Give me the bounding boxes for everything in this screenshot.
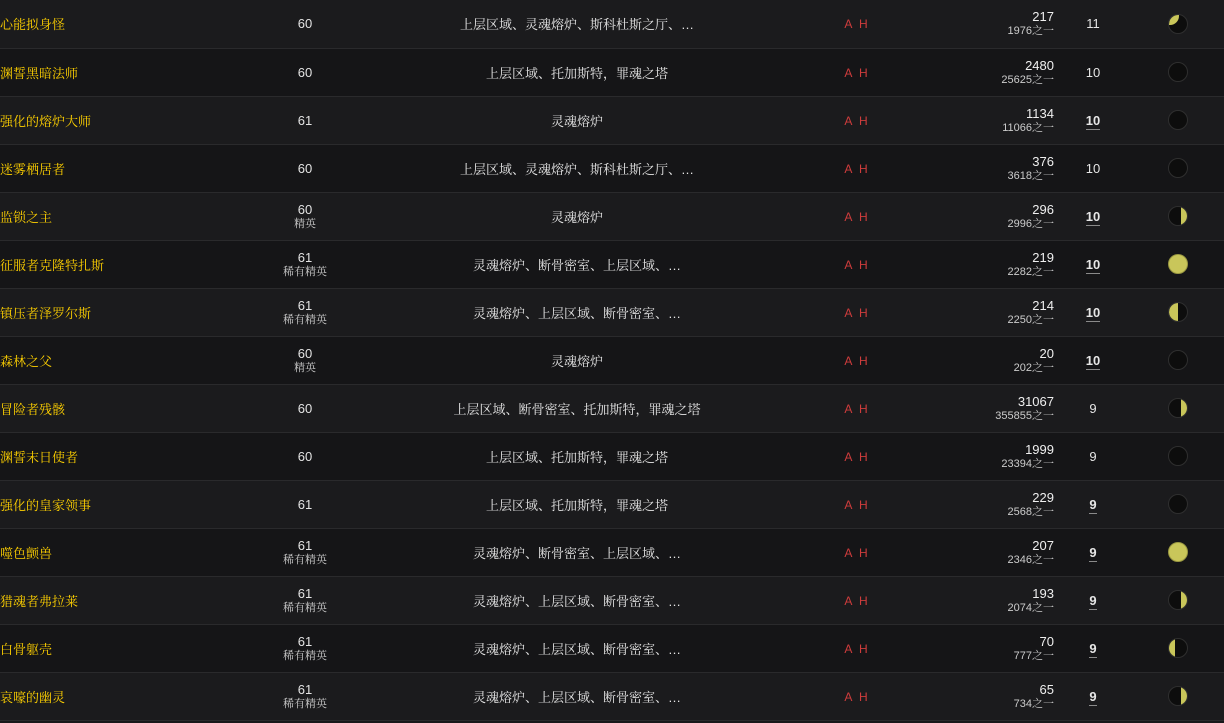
- alliance-flag: A: [844, 449, 854, 464]
- npc-count-cell: [922, 672, 1054, 720]
- horde-flag: H: [859, 545, 870, 560]
- npc-name-link[interactable]: 哀嚎的幽灵: [0, 689, 66, 705]
- npc-level-cell: [248, 480, 362, 528]
- npc-icon-cell: [1132, 144, 1224, 192]
- npc-icon-cell: [1132, 624, 1224, 672]
- alliance-flag: A: [844, 545, 854, 560]
- npc-zones-cell: [362, 192, 792, 240]
- npc-name-link[interactable]: 强化的熔炉大师: [0, 113, 92, 129]
- moon-left-half-icon: [1168, 302, 1188, 322]
- npc-level-value: 61: [297, 681, 313, 697]
- horde-flag: H: [859, 17, 870, 32]
- npc-zones-cell: [362, 48, 792, 96]
- npc-count-ratio: 23394之一: [1001, 457, 1054, 470]
- npc-faction-cell: [792, 96, 922, 144]
- npc-count-ratio: 2568之一: [1007, 505, 1054, 518]
- npc-react-cell: [1054, 432, 1132, 480]
- npc-zones-cell: [362, 240, 792, 288]
- npc-classification: 稀有精英: [283, 265, 327, 278]
- npc-count-value: 70: [1039, 633, 1054, 649]
- npc-zones-value: 灵魂熔炉: [550, 113, 603, 129]
- npc-react-value: 10: [1085, 304, 1101, 320]
- npc-count-cell: [922, 624, 1054, 672]
- npc-name-cell: [0, 576, 248, 624]
- table-row[interactable]: [0, 624, 1224, 672]
- npc-zones-value: 上层区域、灵魂熔炉、斯科杜斯之厅、…: [459, 161, 694, 177]
- npc-name-cell: [0, 144, 248, 192]
- horde-flag: H: [859, 305, 870, 320]
- npc-classification: 精英: [294, 361, 316, 374]
- moon-new-icon: [1168, 110, 1188, 130]
- npc-name-link[interactable]: 森林之父: [0, 353, 53, 369]
- npc-zones-cell: [362, 480, 792, 528]
- npc-react-cell: [1054, 672, 1132, 720]
- npc-count-ratio: 25625之一: [1001, 73, 1054, 86]
- npc-faction-cell: [792, 384, 922, 432]
- alliance-flag: A: [844, 161, 854, 176]
- npc-faction-cell: [792, 240, 922, 288]
- npc-name-cell: [0, 0, 248, 48]
- npc-level-cell: [248, 192, 362, 240]
- npc-count-ratio: 2074之一: [1007, 601, 1054, 614]
- alliance-flag: A: [844, 113, 854, 128]
- alliance-flag: A: [844, 593, 854, 608]
- horde-flag: H: [859, 449, 870, 464]
- npc-name-cell: [0, 384, 248, 432]
- npc-count-cell: [922, 144, 1054, 192]
- alliance-flag: A: [844, 209, 854, 224]
- table-row[interactable]: [0, 288, 1224, 336]
- npc-classification: 稀有精英: [283, 697, 327, 710]
- alliance-flag: A: [844, 689, 854, 704]
- npc-name-cell: [0, 528, 248, 576]
- npc-count-value: 1134: [1026, 105, 1054, 121]
- npc-react-cell: [1054, 624, 1132, 672]
- npc-name-link[interactable]: 噬色颤兽: [0, 545, 53, 561]
- npc-level-value: 61: [297, 633, 313, 649]
- npc-name-link[interactable]: 渊誓黑暗法师: [0, 65, 79, 81]
- npc-level-cell: [248, 576, 362, 624]
- horde-flag: H: [859, 257, 870, 272]
- npc-count-value: 214: [1032, 297, 1054, 313]
- npc-level-cell: [248, 144, 362, 192]
- npc-react-value: 9: [1089, 544, 1097, 560]
- table-row[interactable]: [0, 96, 1224, 144]
- npc-react-cell: [1054, 96, 1132, 144]
- npc-faction-cell: [792, 624, 922, 672]
- npc-react-cell: [1054, 240, 1132, 288]
- npc-level-cell: [248, 528, 362, 576]
- npc-count-cell: [922, 384, 1054, 432]
- table-row[interactable]: [0, 192, 1224, 240]
- table-row[interactable]: [0, 48, 1224, 96]
- npc-faction-cell: [792, 432, 922, 480]
- npc-name-link[interactable]: 迷雾栖居者: [0, 161, 66, 177]
- npc-name-link[interactable]: 渊誓末日使者: [0, 449, 79, 465]
- npc-zones-value: 上层区域、托加斯特，罪魂之塔: [485, 497, 668, 513]
- horde-flag: H: [859, 209, 870, 224]
- npc-level-value: 60: [297, 448, 313, 464]
- icon-lit-region: [1181, 687, 1187, 705]
- npc-react-cell: [1054, 48, 1132, 96]
- npc-count-ratio: 2250之一: [1007, 313, 1054, 326]
- npc-name-link[interactable]: 猎魂者弗拉莱: [0, 593, 79, 609]
- npc-zones-value: 灵魂熔炉: [550, 209, 603, 225]
- npc-level-cell: [248, 432, 362, 480]
- npc-level-value: 61: [297, 496, 313, 512]
- alliance-flag: A: [844, 401, 854, 416]
- npc-count-value: 65: [1039, 681, 1054, 697]
- icon-lit-region: [1181, 399, 1187, 417]
- table-row[interactable]: [0, 480, 1224, 528]
- npc-count-ratio: 2346之一: [1007, 553, 1054, 566]
- moon-new-icon: [1168, 446, 1188, 466]
- npc-react-value: 10: [1085, 64, 1101, 80]
- npc-level-value: 61: [297, 249, 313, 265]
- moon-new-icon: [1168, 494, 1188, 514]
- npc-faction-cell: [792, 0, 922, 48]
- npc-name-link[interactable]: 监锁之主: [0, 209, 53, 225]
- npc-react-value: 9: [1089, 688, 1097, 704]
- npc-name-cell: [0, 48, 248, 96]
- npc-react-value: 9: [1089, 496, 1097, 512]
- npc-level-cell: [248, 288, 362, 336]
- npc-faction-cell: [792, 288, 922, 336]
- icon-lit-region: [1169, 303, 1178, 321]
- npc-react-value: 9: [1089, 400, 1097, 416]
- horde-flag: H: [859, 113, 870, 128]
- npc-name-link[interactable]: 心能拟身怪: [0, 17, 66, 33]
- npc-name-cell: [0, 240, 248, 288]
- npc-zones-cell: [362, 432, 792, 480]
- horde-flag: H: [859, 353, 870, 368]
- npc-count-cell: [922, 192, 1054, 240]
- npc-faction-cell: [792, 192, 922, 240]
- icon-lit-region: [1169, 15, 1179, 25]
- table-row[interactable]: [0, 144, 1224, 192]
- npc-zones-cell: [362, 384, 792, 432]
- alliance-flag: A: [844, 65, 854, 80]
- npc-react-cell: [1054, 336, 1132, 384]
- moon-right-crescent-icon: [1168, 398, 1188, 418]
- npc-name-link[interactable]: 强化的皇家领事: [0, 497, 92, 513]
- npc-level-value: 61: [297, 585, 313, 601]
- npc-zones-value: 灵魂熔炉、上层区域、断骨密室、…: [472, 689, 681, 705]
- npc-zones-cell: [362, 528, 792, 576]
- npc-count-cell: [922, 576, 1054, 624]
- npc-react-cell: [1054, 192, 1132, 240]
- npc-zones-value: 上层区域、托加斯特，罪魂之塔: [485, 449, 668, 465]
- npc-react-cell: [1054, 576, 1132, 624]
- npc-react-value: 10: [1085, 352, 1101, 368]
- npc-react-cell: [1054, 144, 1132, 192]
- npc-faction-cell: [792, 48, 922, 96]
- horde-flag: H: [859, 593, 870, 608]
- npc-zones-cell: [362, 96, 792, 144]
- npc-level-cell: [248, 336, 362, 384]
- npc-count-cell: [922, 0, 1054, 48]
- npc-name-cell: [0, 192, 248, 240]
- moon-full-icon: [1168, 254, 1188, 274]
- npc-zones-value: 上层区域、灵魂熔炉、斯科杜斯之厅、…: [459, 17, 694, 33]
- npc-count-value: 376: [1032, 153, 1054, 169]
- table-row[interactable]: [0, 432, 1224, 480]
- npc-name-cell: [0, 432, 248, 480]
- npc-count-ratio: 11066之一: [1002, 121, 1054, 134]
- npc-count-value: 229: [1032, 489, 1054, 505]
- npc-icon-cell: [1132, 528, 1224, 576]
- npc-level-cell: [248, 96, 362, 144]
- npc-level-cell: [248, 0, 362, 48]
- table-row[interactable]: [0, 672, 1224, 720]
- npc-name-link[interactable]: 白骨躯壳: [0, 641, 53, 657]
- npc-react-cell: [1054, 384, 1132, 432]
- alliance-flag: A: [844, 497, 854, 512]
- npc-react-cell: [1054, 480, 1132, 528]
- moon-right-crescent-icon: [1168, 686, 1188, 706]
- npc-level-cell: [248, 384, 362, 432]
- npc-classification: 稀有精英: [283, 553, 327, 566]
- npc-zones-value: 灵魂熔炉、上层区域、断骨密室、…: [472, 305, 681, 321]
- horde-flag: H: [859, 65, 870, 80]
- alliance-flag: A: [844, 353, 854, 368]
- npc-zones-value: 灵魂熔炉、上层区域、断骨密室、…: [472, 593, 681, 609]
- npc-react-cell: [1054, 288, 1132, 336]
- npc-zones-value: 上层区域、托加斯特，罪魂之塔: [485, 65, 668, 81]
- npc-count-ratio: 1976之一: [1007, 25, 1054, 38]
- npc-zones-cell: [362, 288, 792, 336]
- moon-new-icon: [1168, 62, 1188, 82]
- npc-faction-cell: [792, 576, 922, 624]
- npc-icon-cell: [1132, 480, 1224, 528]
- horde-flag: H: [859, 401, 870, 416]
- npc-faction-cell: [792, 672, 922, 720]
- npc-count-value: 193: [1032, 585, 1054, 601]
- npc-faction-cell: [792, 480, 922, 528]
- alliance-flag: A: [844, 257, 854, 272]
- npc-icon-cell: [1132, 672, 1224, 720]
- npc-count-cell: [922, 480, 1054, 528]
- table-row[interactable]: [0, 384, 1224, 432]
- npc-name-cell: [0, 624, 248, 672]
- npc-react-value: 10: [1085, 208, 1101, 224]
- npc-zones-cell: [362, 336, 792, 384]
- npc-count-value: 1999: [1025, 441, 1054, 457]
- icon-lit-region: [1169, 639, 1175, 657]
- npc-classification: 稀有精英: [283, 649, 327, 662]
- npc-zones-cell: [362, 672, 792, 720]
- npc-count-value: 2480: [1025, 57, 1054, 73]
- npc-react-value: 10: [1085, 160, 1101, 176]
- icon-lit-region: [1181, 207, 1187, 225]
- npc-level-value: 60: [297, 345, 313, 361]
- moon-full-icon: [1168, 542, 1188, 562]
- npc-level-value: 61: [297, 297, 313, 313]
- npc-level-value: 61: [297, 112, 313, 128]
- npc-name-link[interactable]: 镇压者泽罗尔斯: [0, 305, 92, 321]
- npc-level-value: 61: [297, 537, 313, 553]
- npc-react-cell: [1054, 0, 1132, 48]
- npc-count-value: 296: [1032, 201, 1054, 217]
- table-row[interactable]: [0, 528, 1224, 576]
- npc-zones-value: 上层区域、断骨密室、托加斯特，罪魂之塔: [453, 401, 701, 417]
- npc-count-ratio: 202之一: [1013, 361, 1054, 374]
- npc-zones-value: 灵魂熔炉、断骨密室、上层区域、…: [472, 257, 681, 273]
- npc-count-value: 219: [1032, 249, 1054, 265]
- npc-count-ratio: 734之一: [1013, 697, 1054, 710]
- npc-icon-cell: [1132, 432, 1224, 480]
- moon-new-icon: [1168, 158, 1188, 178]
- moon-right-crescent-icon: [1168, 206, 1188, 226]
- npc-name-link[interactable]: 冒险者残骸: [0, 401, 66, 417]
- npc-name-cell: [0, 480, 248, 528]
- npc-icon-cell: [1132, 96, 1224, 144]
- npc-count-cell: [922, 288, 1054, 336]
- npc-level-value: 60: [297, 201, 313, 217]
- npc-classification: 稀有精英: [283, 601, 327, 614]
- npc-icon-cell: [1132, 48, 1224, 96]
- npc-count-cell: [922, 432, 1054, 480]
- npc-react-value: 10: [1085, 112, 1101, 128]
- horde-flag: H: [859, 497, 870, 512]
- npc-count-value: 217: [1032, 9, 1054, 25]
- npc-react-value: 11: [1086, 16, 1100, 32]
- npc-level-cell: [248, 240, 362, 288]
- npc-count-value: 207: [1032, 537, 1054, 553]
- npc-level-cell: [248, 624, 362, 672]
- alliance-flag: A: [844, 305, 854, 320]
- table-row[interactable]: [0, 240, 1224, 288]
- moon-new-icon: [1168, 350, 1188, 370]
- npc-zones-value: 灵魂熔炉: [550, 353, 603, 369]
- npc-count-ratio: 2996之一: [1007, 217, 1054, 230]
- moon-right-crescent-icon: [1168, 590, 1188, 610]
- npc-icon-cell: [1132, 0, 1224, 48]
- moon-left-crescent-icon: [1168, 638, 1188, 658]
- npc-faction-cell: [792, 336, 922, 384]
- npc-count-cell: [922, 48, 1054, 96]
- npc-react-value: 9: [1089, 640, 1097, 656]
- npc-count-ratio: 3618之一: [1007, 169, 1054, 182]
- npc-zones-cell: [362, 144, 792, 192]
- npc-level-value: 60: [297, 160, 313, 176]
- npc-count-ratio: 355855之一: [995, 409, 1054, 422]
- npc-count-value: 20: [1039, 345, 1054, 361]
- alliance-flag: A: [844, 17, 854, 32]
- npc-icon-cell: [1132, 288, 1224, 336]
- horde-flag: H: [859, 689, 870, 704]
- npc-icon-cell: [1132, 576, 1224, 624]
- alliance-flag: A: [844, 641, 854, 656]
- npc-classification: 稀有精英: [283, 313, 327, 326]
- npc-react-value: 9: [1089, 448, 1097, 464]
- npc-react-value: 10: [1085, 256, 1101, 272]
- npc-count-cell: [922, 96, 1054, 144]
- npc-zones-cell: [362, 0, 792, 48]
- horde-flag: H: [859, 641, 870, 656]
- npc-level-cell: [248, 48, 362, 96]
- table-row[interactable]: [0, 576, 1224, 624]
- npc-level-cell: [248, 672, 362, 720]
- npc-count-cell: [922, 240, 1054, 288]
- npc-classification: 精英: [294, 217, 316, 230]
- npc-level-value: 60: [297, 16, 313, 32]
- npc-level-value: 60: [297, 64, 313, 80]
- npc-level-value: 60: [297, 400, 313, 416]
- icon-lit-region: [1181, 591, 1187, 609]
- npc-icon-cell: [1132, 336, 1224, 384]
- npc-faction-cell: [792, 528, 922, 576]
- npc-name-cell: [0, 288, 248, 336]
- npc-zones-value: 灵魂熔炉、断骨密室、上层区域、…: [472, 545, 681, 561]
- moon-top-left-wedge-icon: [1168, 14, 1188, 34]
- table-row[interactable]: [0, 0, 1224, 48]
- npc-zones-value: 灵魂熔炉、上层区域、断骨密室、…: [472, 641, 681, 657]
- npc-name-cell: [0, 96, 248, 144]
- npc-icon-cell: [1132, 192, 1224, 240]
- npc-react-cell: [1054, 528, 1132, 576]
- npc-count-ratio: 2282之一: [1007, 265, 1054, 278]
- npc-count-ratio: 777之一: [1013, 649, 1054, 662]
- npc-name-cell: [0, 672, 248, 720]
- horde-flag: H: [859, 161, 870, 176]
- npc-count-cell: [922, 336, 1054, 384]
- npc-zones-cell: [362, 576, 792, 624]
- npc-icon-cell: [1132, 240, 1224, 288]
- npc-count-value: 31067: [1017, 393, 1054, 409]
- npc-count-cell: [922, 528, 1054, 576]
- npc-react-value: 9: [1089, 592, 1097, 608]
- npc-zones-cell: [362, 624, 792, 672]
- npc-name-link[interactable]: 征服者克隆特扎斯: [0, 257, 105, 273]
- npc-name-cell: [0, 336, 248, 384]
- npc-icon-cell: [1132, 384, 1224, 432]
- npc-faction-cell: [792, 144, 922, 192]
- table-row[interactable]: [0, 336, 1224, 384]
